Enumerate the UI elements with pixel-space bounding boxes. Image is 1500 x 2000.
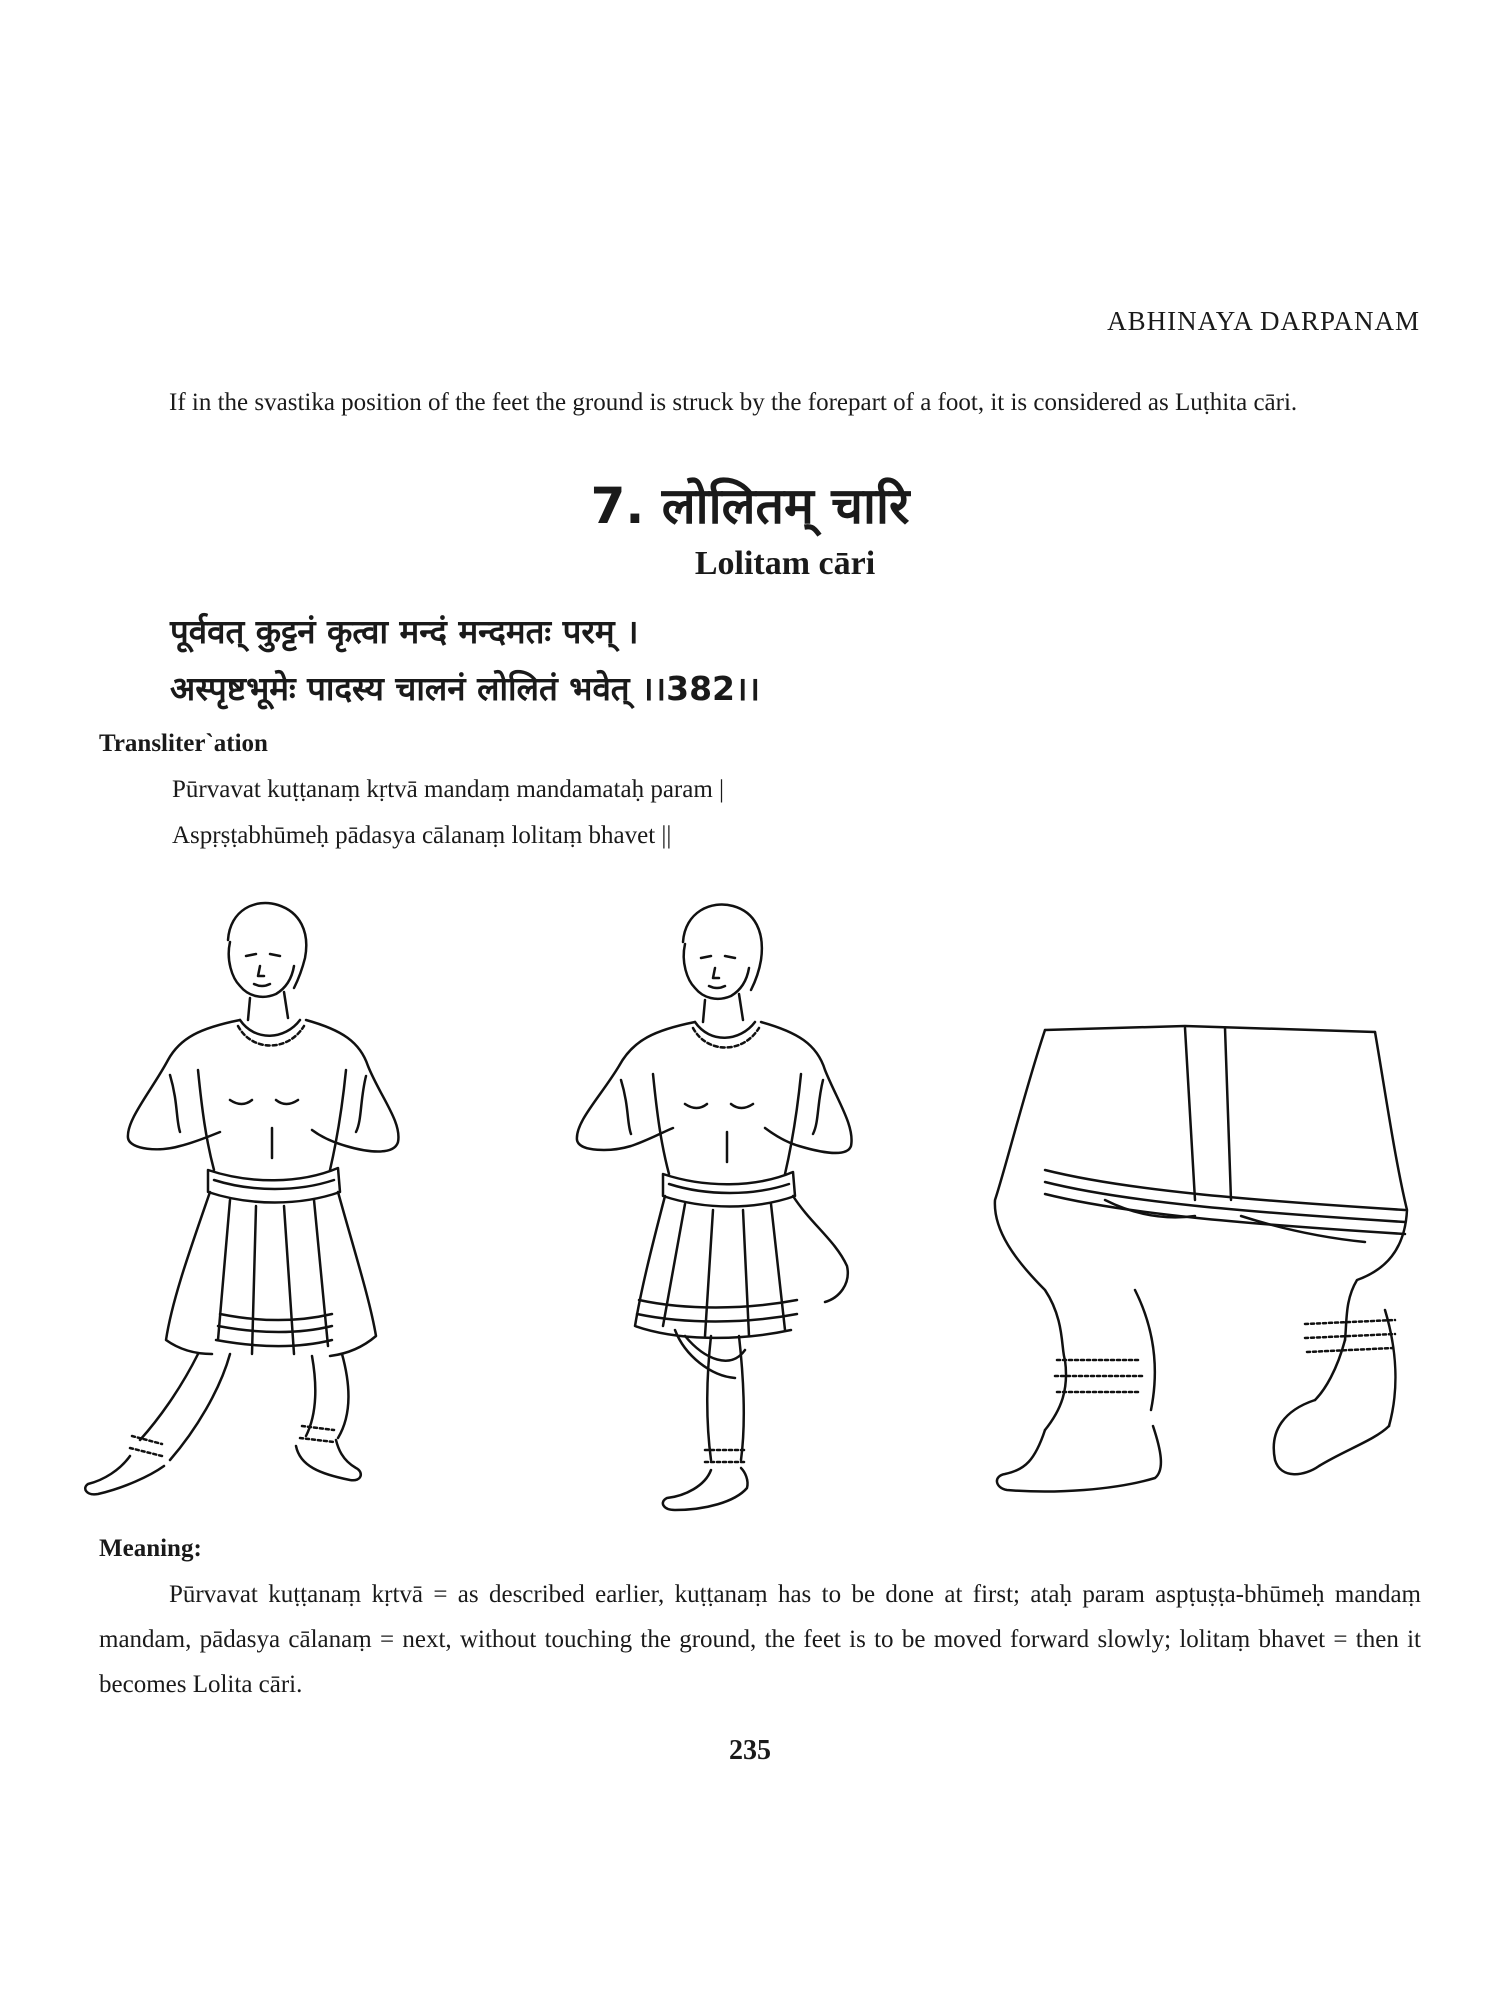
intro-paragraph xyxy=(99,380,1421,425)
meaning-text: Pūrvavat kuṭṭanaṃ kṛtvā = as described earlier, kuṭṭanaṃ has to be done at first; ataḥ param aspṭuṣṭa-bhūmeḥ mandaṃ mandam, pādasya cālanaṃ = next, without touching the ground, the feet is to be moved forward slowly; lolitaṃ bhavet = then it becomes Lolita cāri. xyxy=(99,1581,1421,1698)
transliteration-label: Transliter`ation xyxy=(99,730,268,757)
meaning-label: Meaning: xyxy=(99,1535,202,1562)
meaning-paragraph xyxy=(99,1572,1421,1707)
section-title-devanagari: 7. लोलितम् चारि xyxy=(590,477,910,535)
verse-line-1: पूर्ववत् कुट्टनं कृत्वा मन्दं मन्दमतः परम् । xyxy=(170,612,639,651)
page-number: 235 xyxy=(729,1735,771,1766)
transliteration-line-2: Aspṛṣṭabhūmeḥ pādasya cālanaṃ lolitaṃ bhavet || xyxy=(172,822,672,849)
intro-text: If in the svastika position of the feet the ground is struck by the forepart of a foot, it is considered as Luṭhita cāri. xyxy=(169,389,1298,416)
running-header: ABHINAYA DARPANAM xyxy=(1107,306,1420,336)
dancer-figure-2 xyxy=(535,870,855,1530)
verse-line-2: अस्पृष्टभूमेः पादस्य चालनं लोलितं भवेत् ।।382।। xyxy=(170,669,761,708)
illustrations xyxy=(80,870,1420,1530)
section-title-roman: Lolitam cāri xyxy=(694,545,876,582)
dancer-figure-1 xyxy=(80,870,400,1530)
transliteration-line-1: Pūrvavat kuṭṭanaṃ kṛtvā mandaṃ mandamataḥ param | xyxy=(172,776,725,803)
feet-closeup-figure xyxy=(985,870,1415,1530)
